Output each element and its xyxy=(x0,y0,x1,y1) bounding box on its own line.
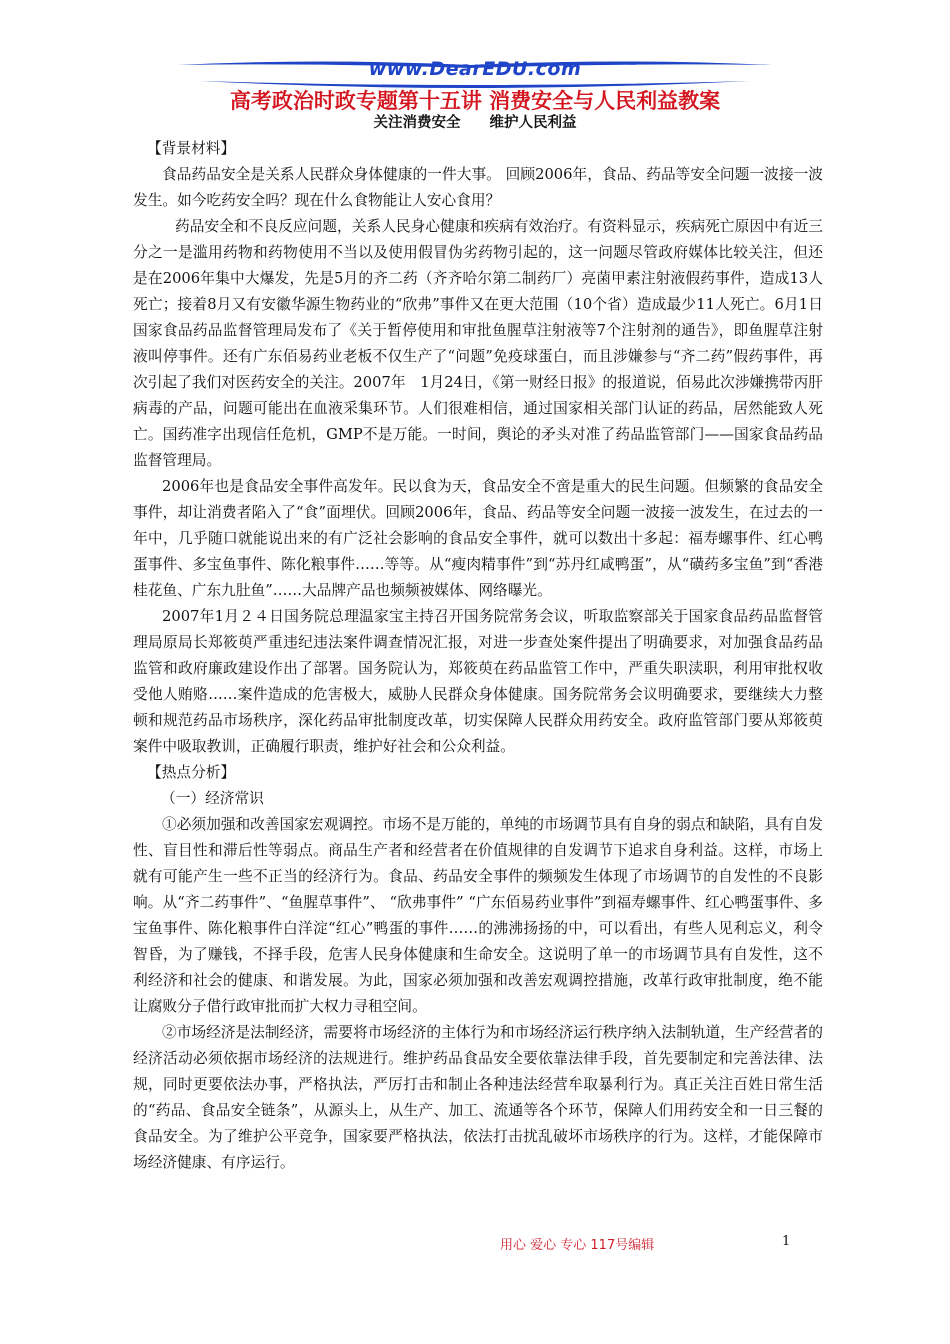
paragraph: ①必须加强和改善国家宏观调控。市场不是万能的，单纯的市场调节具有自身的弱点和缺陷，具有自发性、盲目性和滞后性等弱点。商品生产者和经营者在价值规律的自发调节下追求自身利益。这样，市场上就有可能产生一些不正当的经济行为。食品、药品安全事件的频频发生体现了市场调节的自发性的不良影响。从“齐二药事件”、“鱼腥草事件”、 “欣弗事件” “广东佰易药业事件”到福寿螺事件、红心鸭蛋事件、多宝鱼事件、陈化粮事件白洋淀“红心”鸭蛋的事件……的沸沸扬扬的中，可以看出，有些人见利忘义，利令智昏，为了赚钱，不择手段，危害人民身体健康和生命安全。这说明了单一的市场调节具有自发性，这不利经济和社会的健康、和谐发展。为此，国家必须加强和改善宏观调控措施，改革行政审批制度，绝不能让腐败分子借行政审批而扩大权力寻租空间。 xyxy=(133,816,823,1015)
section-heading-background: 【背景材料】 xyxy=(147,140,236,157)
document-body xyxy=(133,136,823,1176)
page-title: 高考政治时政专题第十五讲 消费安全与人民利益教案 xyxy=(229,89,721,113)
paragraph: 2006年也是食品安全事件高发年。民以食为天，食品安全不啻是重大的民生问题。但频繁的食品安全事件，却让消费者陷入了“食”面埋伏。回顾2006年，食品、药品等安全问题一波接一波发生，在过去的一年中，几乎随口就能说出来的有广泛社会影响的食品安全事件，就可以数出十多起：福寿螺事件、红心鸭蛋事件、多宝鱼事件、陈化粮事件……等等。从“瘦肉精事件”到“苏丹红咸鸭蛋”，从“磺药多宝鱼”到“香港桂花鱼、广东九肚鱼”……大品牌产品也频频被媒体、网络曝光。 xyxy=(133,478,823,599)
page-subtitle: 关注消费安全 维护人民利益 xyxy=(373,115,577,131)
subsection-heading: （一）经济常识 xyxy=(161,790,264,807)
page-number: 1 xyxy=(782,1234,791,1249)
paragraph: 2007年1月２４日国务院总理温家宝主持召开国务院常务会议，听取监察部关于国家食品药品监督管理局原局长郑筱萸严重违纪违法案件调查情况汇报，对进一步查处案件提出了明确要求，对加强食品药品监管和政府廉政建设作出了部署。国务院认为，郑筱萸在药品监管工作中，严重失职渎职，利用审批权收受他人贿赂……案件造成的危害极大，威胁人民群众身体健康。国务院常务会议明确要求，要继续大力整顿和规范药品市场秩序，深化药品审批制度改革，切实保障人民群众用药安全。政府监管部门要从郑筱萸案件中吸取教训，正确履行职责，维护好社会和公众利益。 xyxy=(133,608,823,755)
section-heading-analysis: 【热点分析】 xyxy=(147,764,236,781)
paragraph: ②市场经济是法制经济，需要将市场经济的主体行为和市场经济运行秩序纳入法制轨道，生产经营者的经济活动必须依据市场经济的法规进行。维护药品食品安全要依靠法律手段，首先要制定和完善法律、法规，同时更要依法办事，严格执法，严厉打击和制止各种违法经营牟取暴利行为。真正关注百姓日常生活的“药品、食品安全链条”，从源头上，从生产、加工、流通等各个环节，保障人们用药安全和一日三餐的食品安全。为了维护公平竞争，国家要严格执法，依法打击扰乱破坏市场秩序的行为。这样，才能保障市场经济健康、有序运行。 xyxy=(133,1024,823,1171)
paragraph: 食品药品安全是关系人民群众身体健康的一件大事。 回顾2006年，食品、药品等安全问题一波接一波发生。如今吃药安全吗？现在什么食物能让人安心食用？ xyxy=(133,166,823,209)
footer-note: 用心 爱心 专心 117号编辑 xyxy=(500,1238,655,1253)
paragraph: 药品安全和不良反应问题，关系人民身心健康和疾病有效治疗。有资料显示，疾病死亡原因中有近三分之一是滥用药物和药物使用不当以及使用假冒伪劣药物引起的，这一问题尽管政府媒体比较关注，但还是在2006年集中大爆发，先是5月的齐二药（齐齐哈尔第二制药厂）亮菌甲素注射液假药事件，造成13人死亡；接着8月又有安徽华源生物药业的“欣弗”事件又在更大范围（10个省）造成最少11人死亡。6月1日国家食品药品监督管理局发布了《关于暂停使用和审批鱼腥草注射液等7个注射剂的通告》，即鱼腥草注射液叫停事件。还有广东佰易药业老板不仅生产了“问题”免疫球蛋白，而且涉嫌参与“齐二药”假药事件，再次引起了我们对医药安全的关注。2007年 1月24日，《第一财经日报》的报道说，佰易此次涉嫌携带丙肝病毒的产品，问题可能出在血液采集环节。人们很难相信，通过国家相关部门认证的药品，居然能致人死亡。国药准字出现信任危机，GMP不是万能。一时间，舆论的矛头对准了药品监管部门——国家食品药品监督管理局。 xyxy=(133,218,823,469)
site-url: www.DearEDU.com xyxy=(368,58,582,80)
